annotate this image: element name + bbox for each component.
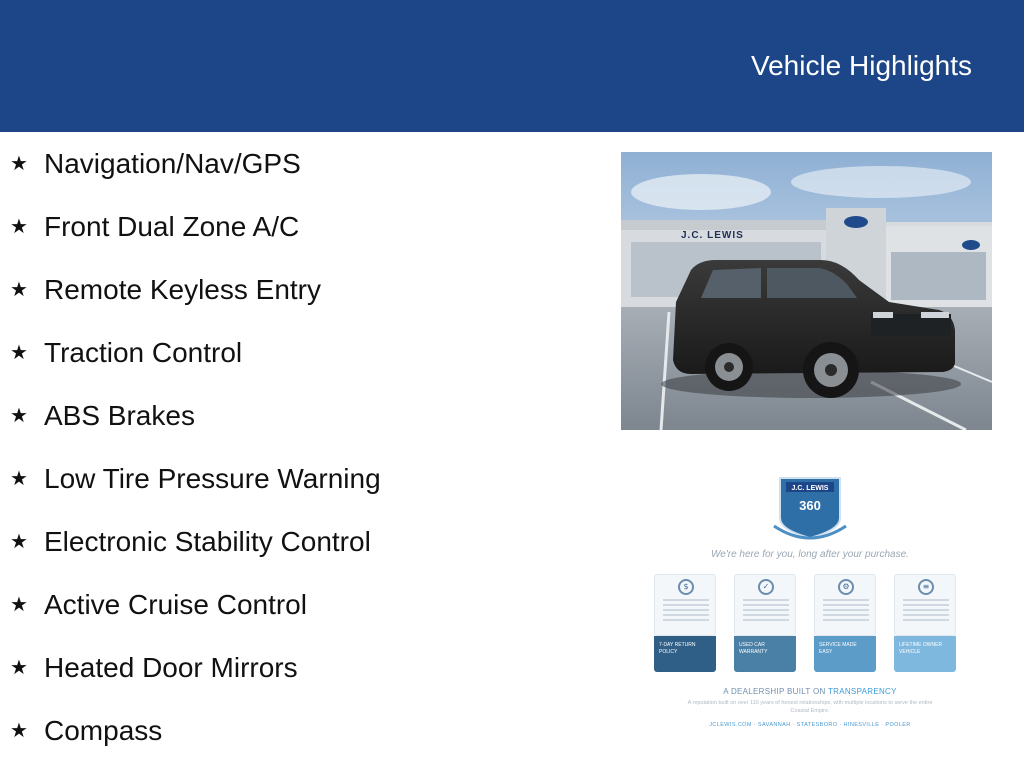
badge-brand: J.C. LEWIS bbox=[791, 485, 829, 492]
card-body bbox=[894, 574, 956, 636]
list-item bbox=[10, 587, 570, 650]
card-title: LIFETIME OWNER VEHICLE bbox=[894, 636, 956, 672]
star-icon: ★ bbox=[10, 214, 28, 238]
card-body bbox=[654, 574, 716, 636]
star-icon: ★ bbox=[10, 718, 28, 742]
feature-label: Heated Door Mirrors bbox=[44, 652, 298, 683]
star-icon: ★ bbox=[10, 277, 28, 301]
feature-label: Navigation/Nav/GPS bbox=[44, 148, 301, 179]
card-text-lines bbox=[903, 599, 949, 624]
feature-label: Traction Control bbox=[44, 337, 243, 368]
promo-footer: JCLEWIS.COM · SAVANNAH · STATESBORO · HINESVILLE · POOLER bbox=[709, 722, 911, 728]
card-title: SERVICE MADE EASY bbox=[814, 636, 876, 672]
list-item bbox=[10, 335, 570, 398]
star-icon: ★ bbox=[10, 655, 28, 679]
card-text-lines bbox=[743, 599, 789, 624]
promo-card bbox=[814, 574, 876, 674]
star-icon: ★ bbox=[10, 592, 28, 616]
promo-tagline: We're here for you, long after your purchase. bbox=[711, 549, 909, 560]
feature-label: Active Cruise Control bbox=[44, 589, 307, 620]
list-item bbox=[10, 146, 570, 209]
car-icon: ⚙ bbox=[838, 579, 854, 595]
card-body bbox=[734, 574, 796, 636]
vehicle-photo[interactable] bbox=[621, 152, 992, 430]
card-text-lines bbox=[823, 599, 869, 624]
star-icon: ★ bbox=[10, 340, 28, 364]
card-title: USED CAR WARRANTY bbox=[734, 636, 796, 672]
promo-card bbox=[734, 574, 796, 674]
card-text-lines bbox=[663, 599, 709, 624]
star-icon: ★ bbox=[10, 403, 28, 427]
list-item bbox=[10, 650, 570, 713]
feature-label: Remote Keyless Entry bbox=[44, 274, 321, 305]
list-item bbox=[10, 524, 570, 587]
page-title: Vehicle Highlights bbox=[750, 50, 972, 81]
badge-number: 360 bbox=[799, 498, 821, 513]
document-icon: ≡ bbox=[918, 579, 934, 595]
promo-subtext: A reputation built on over 110 years of honest relationships, with multiple locations to serve the entire Coastal Empire. bbox=[687, 700, 933, 714]
dollar-icon: $ bbox=[678, 579, 694, 595]
star-icon: ★ bbox=[10, 529, 28, 553]
feature-label: ABS Brakes bbox=[44, 400, 195, 431]
feature-label: Compass bbox=[44, 715, 163, 746]
jc-lewis-360-badge bbox=[640, 468, 980, 548]
list-item bbox=[10, 272, 570, 335]
promo-heading bbox=[640, 687, 980, 696]
star-icon: ★ bbox=[10, 151, 28, 175]
promo-heading-highlight: TRANSPARENCY bbox=[827, 687, 897, 696]
card-body bbox=[814, 574, 876, 636]
vehicle-photo-illustration bbox=[621, 152, 992, 430]
list-item bbox=[10, 209, 570, 272]
feature-label: Front Dual Zone A/C bbox=[44, 211, 300, 242]
promo-card bbox=[894, 574, 956, 674]
feature-label: Low Tire Pressure Warning bbox=[44, 463, 381, 494]
list-item bbox=[10, 461, 570, 524]
header-bar bbox=[0, 0, 1024, 132]
dealer-sign: J.C. LEWIS bbox=[681, 230, 744, 241]
promo-heading-prefix: A DEALERSHIP BUILT ON bbox=[723, 687, 828, 696]
dealer-promo-graphic bbox=[640, 468, 980, 738]
feature-list bbox=[10, 146, 570, 776]
list-item bbox=[10, 713, 570, 776]
star-icon: ★ bbox=[10, 466, 28, 490]
list-item bbox=[10, 398, 570, 461]
card-title: 7-DAY RETURN POLICY bbox=[654, 636, 716, 672]
badge-icon: ✓ bbox=[758, 579, 774, 595]
promo-card bbox=[654, 574, 716, 674]
feature-label: Electronic Stability Control bbox=[44, 526, 371, 557]
